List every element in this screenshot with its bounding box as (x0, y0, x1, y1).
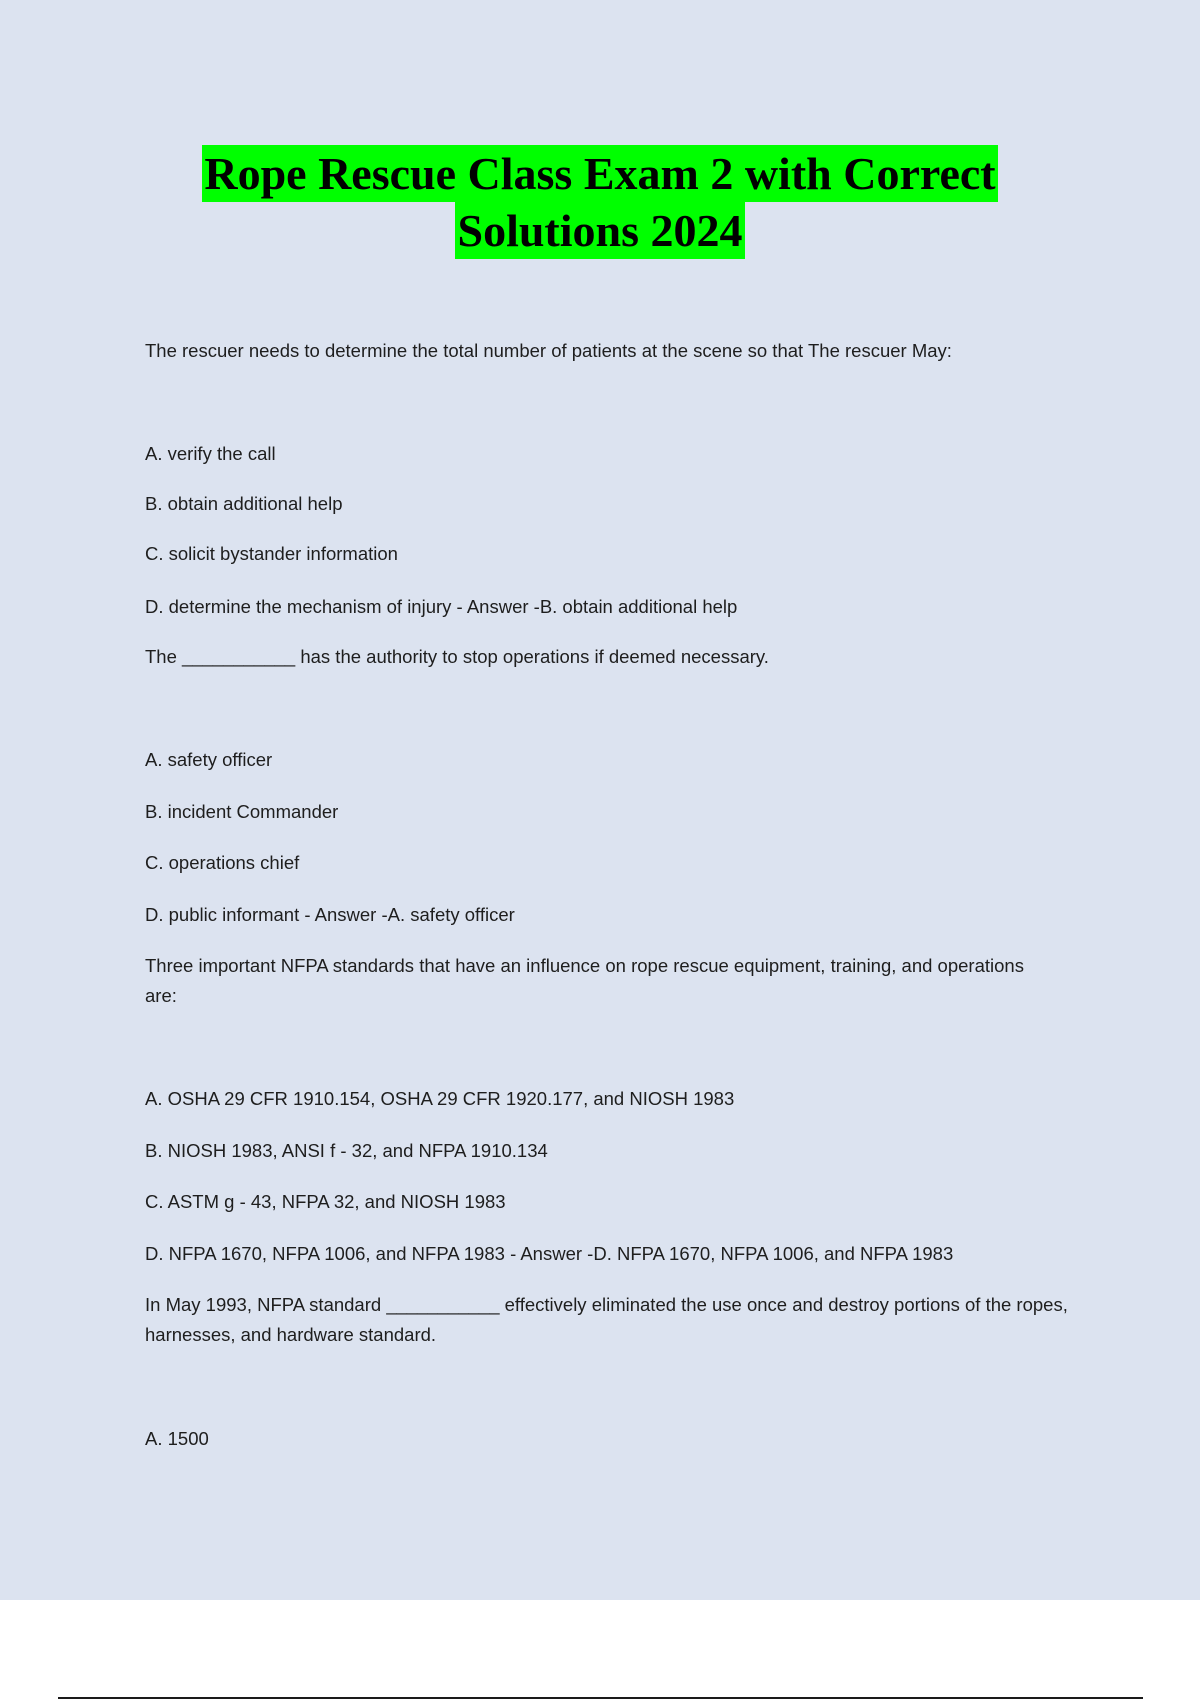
document-title (0, 145, 1200, 259)
title-line-2: Solutions 2024 (455, 202, 744, 259)
question-1-option-c: C. solicit bystander information (145, 543, 398, 564)
question-1-text: The rescuer needs to determine the total number of patients at the scene so that The rescuer May: (145, 340, 952, 361)
question-2-option-b: B. incident Commander (145, 801, 339, 822)
question-3-text: Three important NFPA standards that have an influence on rope rescue equipment, training, and operations are: (145, 955, 1024, 1006)
question-3-option-b: B. NIOSH 1983, ANSI f - 32, and NFPA 1910.134 (145, 1140, 548, 1161)
question-4-text: In May 1993, NFPA standard ___________ effectively eliminated the use once and destroy portions of the ropes, harnesses, and hardware standard. (145, 1294, 1068, 1345)
question-1-option-d-answer: D. determine the mechanism of injury - Answer -B. obtain additional help (145, 596, 738, 617)
question-1-option-a: A. verify the call (145, 443, 276, 464)
question-3-option-a: A. OSHA 29 CFR 1910.154, OSHA 29 CFR 1920.177, and NIOSH 1983 (145, 1088, 735, 1109)
footer-divider (58, 1697, 1143, 1699)
question-2-option-a: A. safety officer (145, 749, 273, 770)
question-4-option-a: A. 1500 (145, 1428, 209, 1449)
question-2-option-c: C. operations chief (145, 852, 300, 873)
question-2-option-d-answer: D. public informant - Answer -A. safety officer (145, 904, 515, 925)
question-3-option-d-answer: D. NFPA 1670, NFPA 1006, and NFPA 1983 - Answer -D. NFPA 1670, NFPA 1006, and NFPA 1983 (145, 1243, 954, 1264)
question-3-option-c: C. ASTM g - 43, NFPA 32, and NIOSH 1983 (145, 1191, 506, 1212)
question-2-text: The ___________ has the authority to stop operations if deemed necessary. (145, 646, 769, 667)
question-1-option-b: B. obtain additional help (145, 493, 343, 514)
title-line-1: Rope Rescue Class Exam 2 with Correct (202, 145, 997, 202)
